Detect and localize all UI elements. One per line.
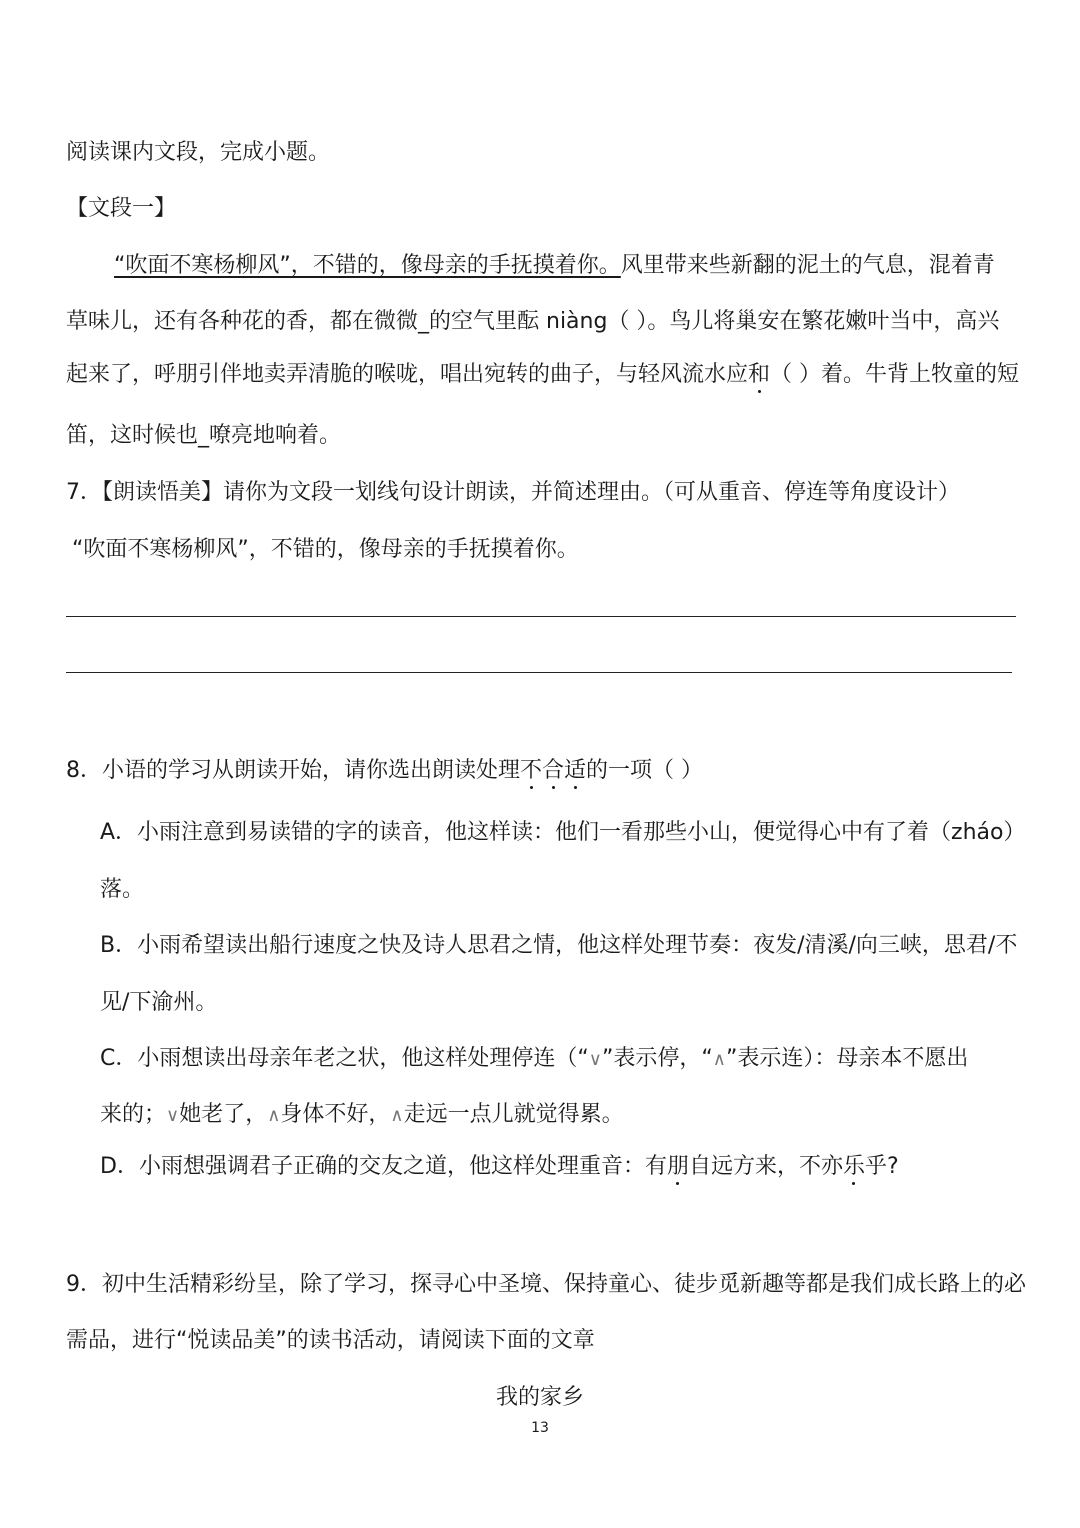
pause-mark: ∨ <box>588 1049 602 1070</box>
question-9-line-1: 9．初中生活精彩纷呈，除了学习，探寻心中圣境、保持童心、徒步觅新趣等都是我们成长路上的必 <box>66 1272 1027 1297</box>
option-d: D．小雨想强调君子正确的交友之道，他这样处理重音：有朋自远方来，不亦乐乎? <box>100 1154 899 1179</box>
section-label: 【文段一】 <box>66 196 177 221</box>
passage-line-1: “吹面不寒杨柳风”，不错的，像母亲的手抚摸着你。风里带来些新翻的泥土的气息，混着青 <box>114 253 995 278</box>
question-7-prompt: 7．【朗读悟美】请你为文段一划线句设计朗读，并简述理由。（可从重音、停连等角度设计） <box>66 480 961 505</box>
answer-line-1[interactable] <box>66 616 1016 617</box>
answer-line-2[interactable] <box>66 672 1012 673</box>
question-8-prompt: 8．小语的学习从朗读开始，请你选出朗读处理不合适的一项（ ） <box>66 758 704 783</box>
option-a-line-2: 落。 <box>100 877 145 902</box>
passage-line-3: 起来了，呼朋引伴地卖弄清脆的喉咙，唱出宛转的曲子，与轻风流水应和（ ）着。牛背上牧童的短 <box>66 362 1020 387</box>
link-mark: ∧ <box>390 1105 404 1126</box>
option-b-line-2: 见/下渝州。 <box>100 990 218 1015</box>
question-9-line-2: 需品，进行“悦读品美”的读书活动，请阅读下面的文章 <box>66 1328 595 1353</box>
option-b-line-1: B．小雨希望读出船行速度之快及诗人思君之情，他这样处理节奏：夜发/清溪/向三峡，思君/不 <box>100 933 1018 958</box>
option-c-line-2: 来的；∨她老了，∧身体不好，∧走远一点儿就觉得累。 <box>100 1102 624 1127</box>
question-7-quote: “吹面不寒杨柳风”，不错的，像母亲的手抚摸着你。 <box>72 537 579 562</box>
link-mark: ∧ <box>712 1049 726 1070</box>
underlined-sentence: “吹面不寒杨柳风”，不错的，像母亲的手抚摸着你。 <box>114 253 621 278</box>
page-number: 13 <box>531 1420 549 1436</box>
option-a-line-1: A．小雨注意到易读错的字的读音，他这样读：他们一看那些小山，便觉得心中有了着（zháo） <box>100 820 1026 845</box>
option-c-line-1: C．小雨想读出母亲年老之状，他这样处理停连（“∨”表示停，“∧”表示连）：母亲本不愿出 <box>100 1046 969 1071</box>
pause-mark: ∨ <box>166 1105 180 1126</box>
link-mark: ∧ <box>267 1105 281 1126</box>
passage-line-2: 草味儿，还有各种花的香，都在微微_的空气里酝 niàng（ ）。鸟儿将巢安在繁花嫩叶当中，高兴 <box>66 309 1000 334</box>
article-title: 我的家乡 <box>495 1385 584 1410</box>
instruction: 阅读课内文段，完成小题。 <box>66 140 331 165</box>
passage-line-4: 笛，这时候也_嘹亮地响着。 <box>66 423 342 448</box>
